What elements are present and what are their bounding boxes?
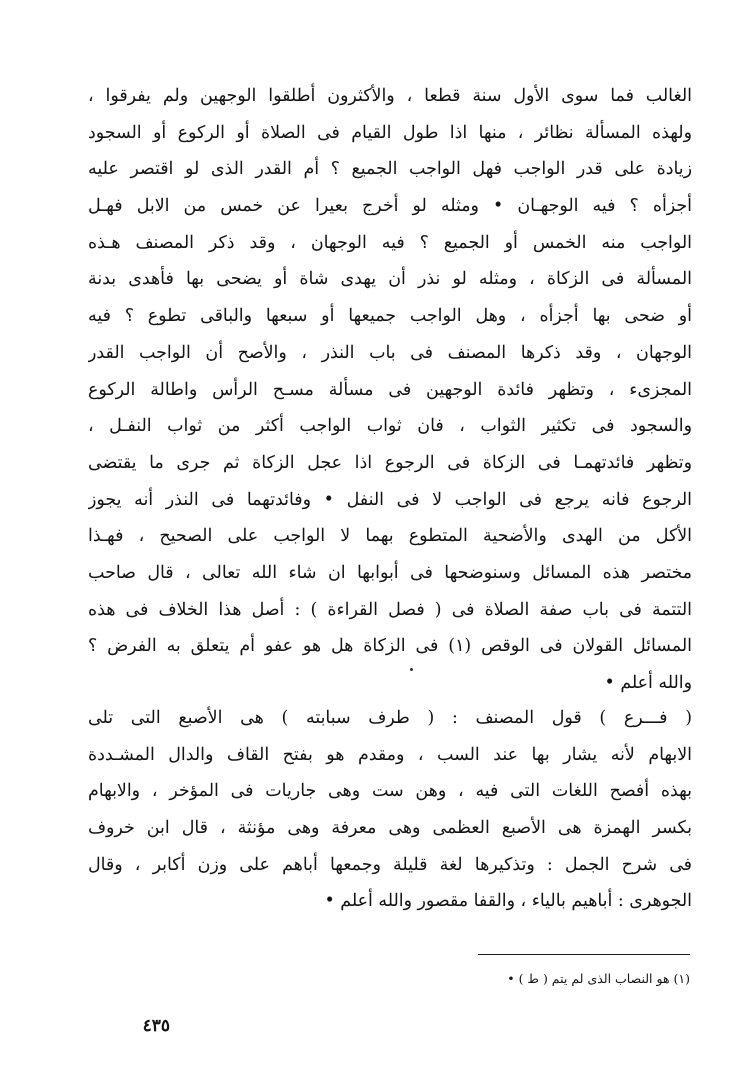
main-paragraph	[88, 78, 692, 702]
text-line: الجوهرى : أباهيم بالياء ، والقفا مقصور والله أعلم •	[324, 891, 692, 912]
text-line: زيادة على قدر الواجب فهل الواجب الجميع ؟ أم القدر الذى لو اقتصر عليه	[88, 159, 692, 180]
text-line: المسألة فى الزكاة ، ومثله لو نذر أن يهدى شاة أو يضحى بها فأهدى بدنة	[88, 269, 692, 290]
text-line: الأكل من الهدى والأضحية المتطوع بهما لا الواجب على الصحيح ، فهـذا	[88, 526, 692, 547]
text-line: الابهام لأنه يشار بها عند السب ، ومقدم هو بفتح القاف والدال المشـددة	[88, 744, 692, 765]
text-line: بهذه أفصح اللغات التى فيه ، وهن ست وهى جاريات فى المؤخر ، والابهام	[88, 781, 692, 802]
text-line: المجزىء ، وتظهر فائدة الوجهين فى مسألة مسـح الرأس واطالة الركوع	[88, 379, 692, 400]
text-line: وتظهر فائدتهمـا فى الزكاة فى الرجوع اذا عجل الزكاة ثم جرى ما يقتضى	[88, 452, 692, 473]
text-line: والسجود فى تكثير الثواب ، فان ثواب الواجب أكثر من ثواب النفـل ،	[88, 416, 692, 437]
text-line: الوجهان ، وقد ذكرها المصنف فى باب النذر ، والأصح أن الواجب القدر	[88, 342, 692, 363]
text-line: الواجب منه الخمس أو الجميع ؟ فيه الوجهان ، وقد ذكر المصنف هـذه	[88, 232, 692, 253]
footnote: (١) هو النصاب الذى لم يتم ( ط ) •	[507, 971, 690, 986]
text-line: مختصر هذه المسائل وسنوضحها فى أبوابها ان شاء الله تعالى ، قال صاحب	[88, 562, 692, 583]
text-line: أو ضحى بها أجزأه ، وهل الواجب جميعها أو سبعها والباقى تطوع ؟ فيه	[88, 306, 692, 327]
text-line: ( فـــرع ) قول المصنف : ( طرف سبابته ) هى الأصبع التى تلى	[88, 708, 692, 728]
text-line: فى شرح الجمل : وتذكيرها لغة قليلة وجمعها أباهم على وزن أكابر ، وقال	[88, 854, 692, 875]
text-line: الرجوع فانه يرجع فى الواجب لا فى النفل • وفائدتهما فى النذر أنه يجوز	[88, 489, 692, 510]
subsection-paragraph	[88, 700, 692, 920]
text-line: ولهذه المسألة نظائر ، منها اذا طول القيام فى الصلاة أو الركوع أو السجود	[88, 122, 692, 143]
footnote-divider	[478, 954, 690, 955]
text-line: بكسر الهمزة هى الأصبع العظمى وهى معرفة وهى مؤنثة ، قال ابن خروف	[88, 818, 692, 839]
text-line: المسائل القولان فى الوقص (١) فى الزكاة هل هو عفو أم يتعلق به الفرض ؟	[88, 636, 692, 657]
text-line: التتمة فى باب صفة الصلاة فى ( فصل القراءة ) : أصل هذا الخلاف فى هذه	[88, 599, 692, 620]
ink-speck	[410, 668, 413, 671]
page-number: ٤٣٥	[142, 1016, 170, 1036]
text-line: أجزأه ؟ فيه الوجهـان • ومثله لو أخرج بعيرا عن خمس من الابل فهـل	[88, 196, 692, 217]
text-line: الغالب فما سوى الأول سنة قطعا ، والأكثرون أطلقوا الوجهين ولم يفرقوا ،	[88, 86, 692, 106]
text-line: والله أعلم •	[604, 673, 692, 693]
